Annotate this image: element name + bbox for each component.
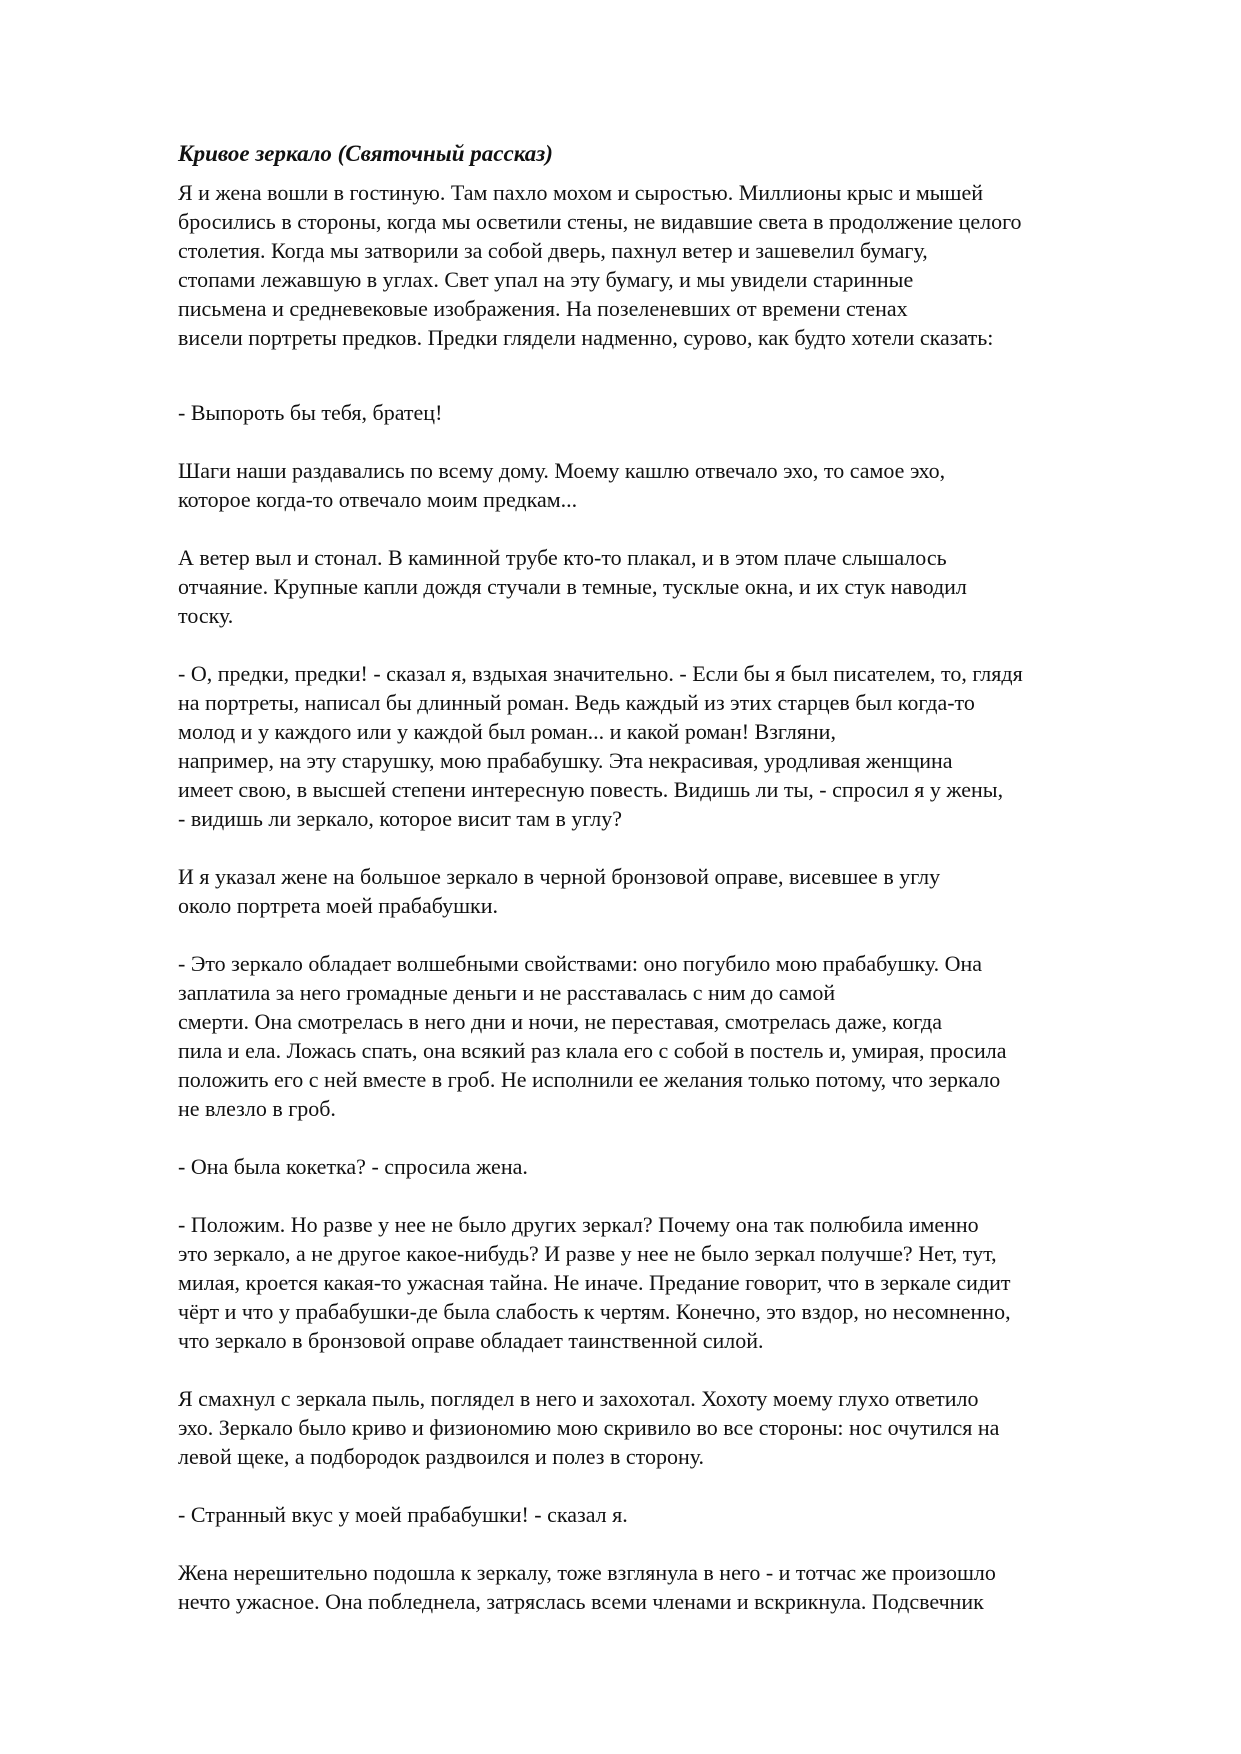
text-line: эхо. Зеркало было криво и физиономию мою скривило во все стороны: нос очутился на xyxy=(178,1415,1000,1440)
text-line: это зеркало, а не другое какое-нибудь? И разве у нее не было зеркал получше? Нет, тут, xyxy=(178,1241,997,1266)
text-line: - видишь ли зеркало, которое висит там в углу? xyxy=(178,806,622,831)
document-title: Кривое зеркало (Святочный рассказ) xyxy=(178,141,553,166)
text-line: не влезло в гроб. xyxy=(178,1096,336,1121)
paragraph xyxy=(178,1558,996,1616)
text-line: положить его с ней вместе в гроб. Не исполнили ее желания только потому, что зеркало xyxy=(178,1067,1001,1092)
text-line: - О, предки, предки! - сказал я, вздыхая значительно. - Если бы я был писателем, то, глядя xyxy=(178,661,1023,686)
paragraph xyxy=(178,1210,1011,1355)
text-line: например, на эту старушку, мою прабабушку. Эта некрасивая, уродливая женщина xyxy=(178,748,953,773)
paragraph xyxy=(178,178,1022,352)
text-line: письмена и средневековые изображения. На позеленевших от времени стенах xyxy=(178,296,908,321)
text-line: висели портреты предков. Предки глядели надменно, сурово, как будто хотели сказать: xyxy=(178,325,994,350)
text-line: чёрт и что у прабабушки-де была слабость к чертям. Конечно, это вздор, но несомненно, xyxy=(178,1299,1011,1324)
text-line: Я и жена вошли в гостиную. Там пахло мохом и сыростью. Миллионы крыс и мышей xyxy=(178,180,984,205)
text-line: молод и у каждого или у каждой был роман... и какой роман! Взгляни, xyxy=(178,719,836,744)
paragraph xyxy=(178,862,940,920)
text-line: которое когда-то отвечало моим предкам... xyxy=(178,487,578,512)
text-line: Шаги наши раздавались по всему дому. Моему кашлю отвечало эхо, то самое эхо, xyxy=(178,458,946,483)
text-line: милая, кроется какая-то ужасная тайна. Не иначе. Предание говорит, что в зеркале сидит xyxy=(178,1270,1011,1295)
text-line: бросились в стороны, когда мы осветили стены, не видавшие света в продолжение целого xyxy=(178,209,1022,234)
text-line: имеет свою, в высшей степени интересную повесть. Видишь ли ты, - спросил я у жены, xyxy=(178,777,1004,802)
paragraph xyxy=(178,1500,628,1529)
text-line: - Выпороть бы тебя, братец! xyxy=(178,400,443,425)
text-line: А ветер выл и стонал. В каминной трубе кто-то плакал, и в этом плаче слышалось xyxy=(178,545,947,570)
text-line: что зеркало в бронзовой оправе обладает таинственной силой. xyxy=(178,1328,764,1353)
paragraph xyxy=(178,1384,999,1471)
text-line: заплатила за него громадные деньги и не расставалась с ним до самой xyxy=(178,980,836,1005)
paragraph xyxy=(178,398,442,427)
text-line: стопами лежавшую в углах. Свет упал на эту бумагу, и мы увидели старинные xyxy=(178,267,914,292)
text-line: - Это зеркало обладает волшебными свойствами: оно погубило мою прабабушку. Она xyxy=(178,951,983,976)
text-line: около портрета моей прабабушки. xyxy=(178,893,499,918)
text-line: нечто ужасное. Она побледнела, затряслась всеми членами и вскрикнула. Подсвечник xyxy=(178,1589,984,1614)
text-line: смерти. Она смотрелась в него дни и ночи, не переставая, смотрелась даже, когда xyxy=(178,1009,942,1034)
text-line: - Странный вкус у моей прабабушки! - сказал я. xyxy=(178,1502,628,1527)
paragraph xyxy=(178,1152,528,1181)
text-line: - Положим. Но разве у нее не было других зеркал? Почему она так полюбила именно xyxy=(178,1212,979,1237)
text-line: столетия. Когда мы затворили за собой дверь, пахнул ветер и зашевелил бумагу, xyxy=(178,238,928,263)
text-line: Я смахнул с зеркала пыль, поглядел в него и захохотал. Хохоту моему глухо ответило xyxy=(178,1386,979,1411)
text-line: Жена нерешительно подошла к зеркалу, тоже взглянула в него - и тотчас же произошло xyxy=(178,1560,996,1585)
text-line: отчаяние. Крупные капли дождя стучали в темные, тусклые окна, и их стук наводил xyxy=(178,574,967,599)
text-line: И я указал жене на большое зеркало в черной бронзовой оправе, висевшее в углу xyxy=(178,864,941,889)
text-line: тоску. xyxy=(178,603,234,628)
paragraph xyxy=(178,659,1023,833)
text-line: пила и ела. Ложась спать, она всякий раз клала его с собой в постель и, умирая, просила xyxy=(178,1038,1007,1063)
paragraph xyxy=(178,456,945,514)
text-line: левой щеке, а подбородок раздвоился и полез в сторону. xyxy=(178,1444,705,1469)
text-line: - Она была кокетка? - спросила жена. xyxy=(178,1154,528,1179)
paragraph xyxy=(178,543,967,630)
paragraph xyxy=(178,949,1007,1123)
text-line: на портреты, написал бы длинный роман. Ведь каждый из этих старцев был когда-то xyxy=(178,690,975,715)
